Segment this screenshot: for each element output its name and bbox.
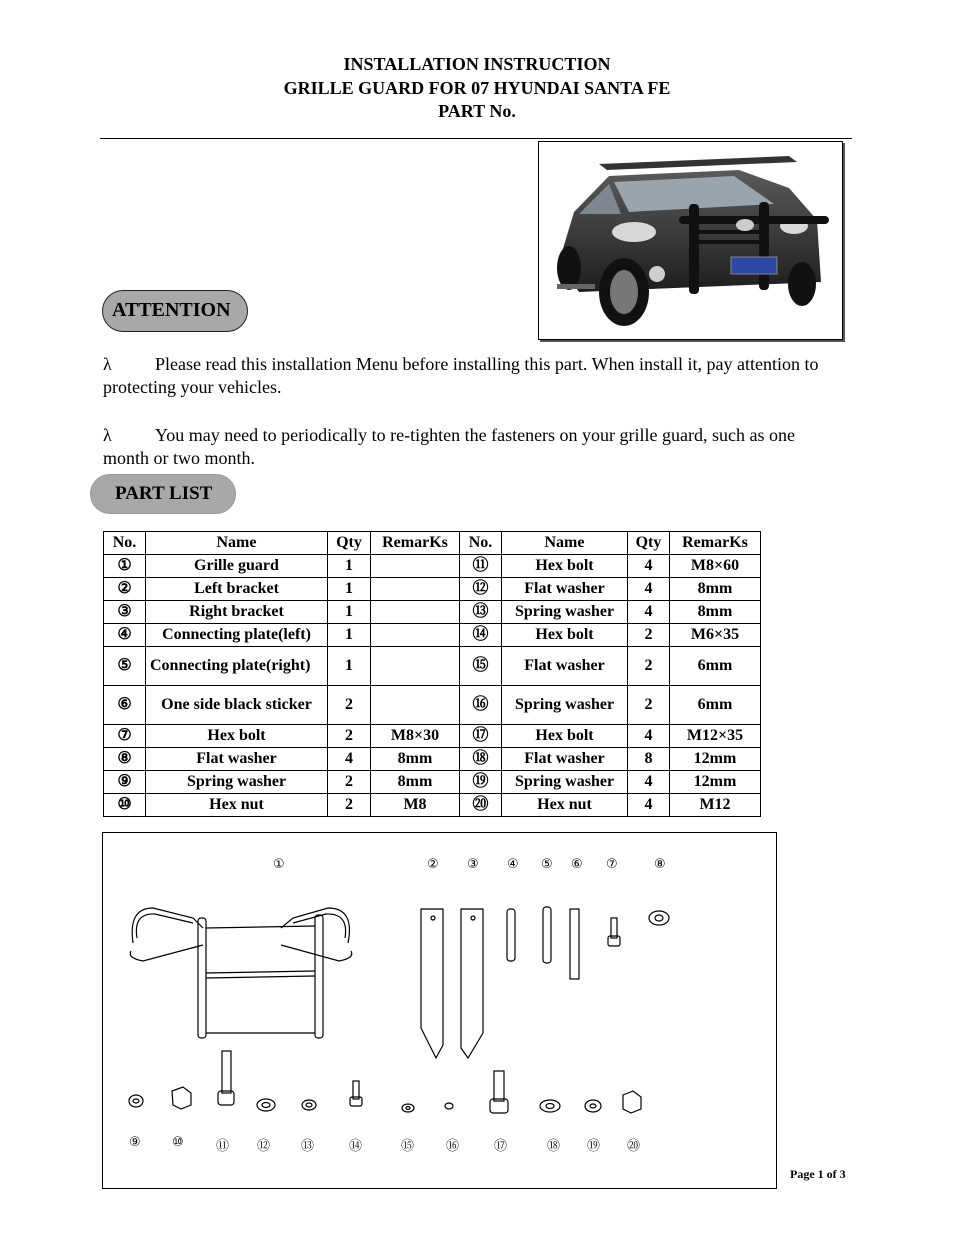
table-cell: Hex bolt	[502, 725, 628, 748]
diagram-label: ⑮	[401, 1139, 415, 1154]
table-cell: ⑬	[460, 601, 502, 624]
table-cell: Spring washer	[502, 686, 628, 725]
table-cell: M8×30	[371, 725, 460, 748]
diagram-label: ⑪	[216, 1139, 230, 1154]
diagram-label: ⑨	[129, 1135, 141, 1150]
table-cell: ③	[104, 601, 146, 624]
col-header: Name	[502, 532, 628, 555]
table-cell: ⑳	[460, 794, 502, 817]
table-cell: 8mm	[371, 771, 460, 794]
table-cell: 2	[328, 794, 371, 817]
diagram-label: ③	[467, 857, 479, 872]
table-cell: 2	[628, 624, 670, 647]
table-cell: Grille guard	[146, 555, 328, 578]
table-cell: 4	[628, 725, 670, 748]
table-cell: Connecting plate(right)	[146, 647, 328, 686]
table-cell: 8mm	[371, 748, 460, 771]
diagram-label: ④	[507, 857, 519, 872]
diagram-label: ⑫	[257, 1139, 271, 1154]
table-cell: M8×60	[670, 555, 761, 578]
table-cell: 4	[628, 555, 670, 578]
diagram-label: ⑰	[494, 1139, 508, 1154]
table-cell	[371, 686, 460, 725]
table-cell: Hex bolt	[502, 624, 628, 647]
table-cell: ④	[104, 624, 146, 647]
table-cell: 1	[328, 601, 371, 624]
attention-text-2: You may need to periodically to re-tighten the fasteners on your grille guard, such as one month or two month.	[103, 425, 796, 468]
table-cell: 8mm	[670, 601, 761, 624]
bullet-icon: λ	[103, 425, 112, 445]
parts-table-header	[104, 532, 761, 555]
table-cell: 8	[628, 748, 670, 771]
table-cell: ⑦	[104, 725, 146, 748]
table-cell	[371, 624, 460, 647]
attention-badge	[102, 290, 248, 332]
diagram-label: ⑬	[301, 1139, 315, 1154]
table-cell: 1	[328, 647, 371, 686]
table-cell: Flat washer	[502, 647, 628, 686]
table-cell: 4	[628, 578, 670, 601]
page-number: Page 1 of 3	[790, 1167, 846, 1181]
table-cell: Left bracket	[146, 578, 328, 601]
col-header: No.	[104, 532, 146, 555]
table-cell	[371, 601, 460, 624]
col-header: Qty	[328, 532, 371, 555]
table-cell	[371, 555, 460, 578]
table-cell: 12mm	[670, 748, 761, 771]
parts-table	[103, 531, 761, 817]
parts-diagram	[102, 832, 777, 1189]
table-cell: Flat washer	[502, 748, 628, 771]
diagram-label: ⑤	[541, 857, 553, 872]
table-cell: ⑩	[104, 794, 146, 817]
attention-text-1: Please read this installation Menu before installing this part. When install it, pay attention to protecting your vehicles.	[103, 354, 819, 397]
table-cell: Hex nut	[502, 794, 628, 817]
table-cell: 4	[628, 601, 670, 624]
table-cell: Spring washer	[146, 771, 328, 794]
table-cell: Right bracket	[146, 601, 328, 624]
table-cell: ⑭	[460, 624, 502, 647]
diagram-label: ⑥	[571, 857, 583, 872]
table-cell: ⑫	[460, 578, 502, 601]
table-cell: Hex bolt	[146, 725, 328, 748]
table-cell: 1	[328, 624, 371, 647]
header-divider	[100, 138, 852, 139]
diagram-label: ⑳	[627, 1139, 641, 1154]
table-cell	[371, 647, 460, 686]
part-list-label: PART LIST	[115, 483, 213, 504]
table-cell: ⑰	[460, 725, 502, 748]
table-cell: 2	[328, 725, 371, 748]
table-cell: ⑥	[104, 686, 146, 725]
table-cell: ⑪	[460, 555, 502, 578]
table-cell: 6mm	[670, 647, 761, 686]
table-cell: ②	[104, 578, 146, 601]
table-cell: 2	[328, 686, 371, 725]
diagram-label: ⑦	[606, 857, 618, 872]
part-list-badge	[90, 474, 236, 514]
diagram-label: ⑲	[587, 1139, 601, 1154]
table-cell: M12×35	[670, 725, 761, 748]
table-row	[104, 771, 761, 794]
table-cell: ⑮	[460, 647, 502, 686]
table-cell: 12mm	[670, 771, 761, 794]
diagram-label: ⑩	[172, 1135, 184, 1150]
diagram-label: ①	[273, 857, 285, 872]
table-cell: Spring washer	[502, 771, 628, 794]
attention-item-1	[103, 353, 843, 399]
table-cell: 2	[328, 771, 371, 794]
table-cell: ①	[104, 555, 146, 578]
table-cell: M6×35	[670, 624, 761, 647]
table-cell: Connecting plate(left)	[146, 624, 328, 647]
table-cell: 4	[328, 748, 371, 771]
col-header: Name	[146, 532, 328, 555]
table-cell: 2	[628, 686, 670, 725]
title-line-1: INSTALLATION INSTRUCTION	[343, 54, 611, 74]
table-row	[104, 748, 761, 771]
title-line-2: GRILLE GUARD FOR 07 HYUNDAI SANTA FE	[283, 78, 671, 98]
vehicle-photo	[538, 141, 843, 340]
table-cell: M8	[371, 794, 460, 817]
table-cell: 1	[328, 578, 371, 601]
table-cell: Flat washer	[502, 578, 628, 601]
table-row	[104, 686, 761, 725]
table-cell: 2	[628, 647, 670, 686]
table-row	[104, 794, 761, 817]
table-cell: 1	[328, 555, 371, 578]
parts-illustration	[103, 833, 776, 1188]
table-row	[104, 578, 761, 601]
table-cell: Flat washer	[146, 748, 328, 771]
diagram-label: ⑧	[654, 857, 666, 872]
diagram-label: ⑱	[547, 1139, 561, 1154]
bullet-icon: λ	[103, 354, 112, 374]
table-cell: 4	[628, 771, 670, 794]
col-header: RemarKs	[670, 532, 761, 555]
diagram-label: ⑭	[349, 1139, 363, 1154]
table-cell: ⑲	[460, 771, 502, 794]
table-cell: Hex bolt	[502, 555, 628, 578]
title-line-3: PART No.	[438, 101, 516, 121]
table-cell: Spring washer	[502, 601, 628, 624]
diagram-label: ⑯	[446, 1139, 460, 1154]
table-cell: M12	[670, 794, 761, 817]
table-cell: 8mm	[670, 578, 761, 601]
table-cell: ⑧	[104, 748, 146, 771]
table-cell: ⑯	[460, 686, 502, 725]
table-row	[104, 725, 761, 748]
col-header: No.	[460, 532, 502, 555]
table-row	[104, 555, 761, 578]
col-header: Qty	[628, 532, 670, 555]
table-cell: ⑱	[460, 748, 502, 771]
table-cell: One side black sticker	[146, 686, 328, 725]
table-cell: 4	[628, 794, 670, 817]
attention-item-2	[103, 424, 843, 470]
table-row	[104, 601, 761, 624]
table-row	[104, 624, 761, 647]
attention-label: ATTENTION	[112, 299, 231, 321]
table-cell: ⑨	[104, 771, 146, 794]
table-cell: ⑤	[104, 647, 146, 686]
table-cell: 6mm	[670, 686, 761, 725]
table-cell	[371, 578, 460, 601]
col-header: RemarKs	[371, 532, 460, 555]
table-row	[104, 647, 761, 686]
table-cell: Hex nut	[146, 794, 328, 817]
diagram-label: ②	[427, 857, 439, 872]
